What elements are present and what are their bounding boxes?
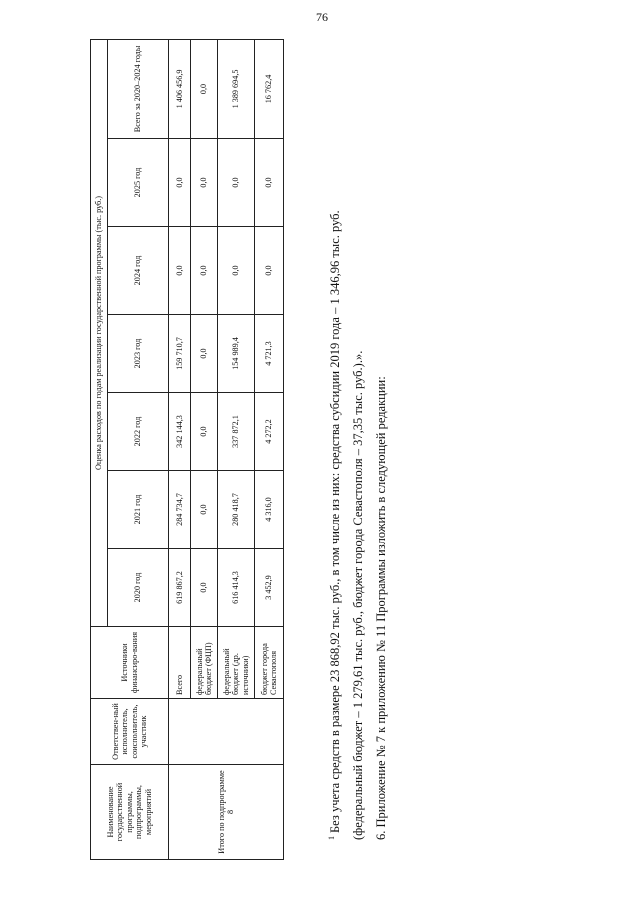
cell: 280 418,7 bbox=[218, 471, 255, 549]
cell: 0,0 bbox=[255, 139, 284, 227]
footnote-block bbox=[320, 70, 393, 840]
row-source: бюджет города Севастополя bbox=[255, 627, 284, 699]
cell: 0,0 bbox=[191, 393, 218, 471]
cell: 1 389 694,5 bbox=[218, 39, 255, 138]
header-year-2023: 2023 год bbox=[108, 315, 169, 393]
header-responsible: Ответствен-ный исполнитель, соисполнитель, участник bbox=[91, 699, 169, 765]
cell: 0,0 bbox=[191, 139, 218, 227]
cell: 0,0 bbox=[169, 139, 191, 227]
row-source: федеральный бюджет (др. источники) bbox=[218, 627, 255, 699]
footnote-line-2: (федеральный бюджет – 1 279,61 тыс. руб., бюджет города Севастополя – 37,35 тыс. руб.).». bbox=[351, 350, 366, 840]
footnote-mark: 1 bbox=[327, 836, 336, 840]
header-estimate: Оценка расходов по годам реализации государственной программы (тыс. руб.) bbox=[91, 39, 108, 626]
cell: 284 734,7 bbox=[169, 471, 191, 549]
header-year-2020: 2020 год bbox=[108, 549, 169, 627]
cell: 0,0 bbox=[191, 471, 218, 549]
cell: 159 710,7 bbox=[169, 315, 191, 393]
cell: 3 452,9 bbox=[255, 549, 284, 627]
footnote-text-1: Без учета средств в размере 23 868,92 тыс. руб., в том числе из них: средства субсидии 2019 года – 1 346,96 тыс. руб. bbox=[328, 210, 343, 833]
cell: 4 316,0 bbox=[255, 471, 284, 549]
cell: 1 406 456,9 bbox=[169, 39, 191, 138]
header-year-2025: 2025 год bbox=[108, 139, 169, 227]
row-label: Итого по подпрограмме 8 bbox=[169, 765, 284, 860]
table-header-row-1 bbox=[91, 39, 108, 859]
cell: 342 144,3 bbox=[169, 393, 191, 471]
header-year-2021: 2021 год bbox=[108, 471, 169, 549]
cell: 616 414,3 bbox=[218, 549, 255, 627]
row-responsible bbox=[169, 699, 284, 765]
header-name: Наименование государственной программы, подпрограммы, мероприятий bbox=[91, 765, 169, 860]
cell: 0,0 bbox=[191, 315, 218, 393]
header-total: Всего за 2020–2024 годы bbox=[108, 39, 169, 138]
page-number: 76 bbox=[316, 10, 328, 24]
rotated-content bbox=[90, 45, 640, 860]
cell: 0,0 bbox=[255, 227, 284, 315]
cell: 154 989,4 bbox=[218, 315, 255, 393]
header-sources: Источники финансиро-вания bbox=[91, 627, 169, 699]
cell: 619 867,2 bbox=[169, 549, 191, 627]
budget-table bbox=[90, 39, 284, 860]
header-year-2022: 2022 год bbox=[108, 393, 169, 471]
cell: 0,0 bbox=[191, 549, 218, 627]
section-instruction: 6. Приложение № 7 к приложению № 11 Программы изложить в следующей редакции: bbox=[374, 376, 389, 840]
cell: 0,0 bbox=[169, 227, 191, 315]
cell: 4 272,2 bbox=[255, 393, 284, 471]
cell: 0,0 bbox=[218, 139, 255, 227]
row-source: федеральный бюджет (ФЦП) bbox=[191, 627, 218, 699]
row-source: Всего bbox=[169, 627, 191, 699]
cell: 0,0 bbox=[191, 39, 218, 138]
footnote-line-1 bbox=[320, 70, 347, 840]
cell: 337 872,1 bbox=[218, 393, 255, 471]
cell: 0,0 bbox=[191, 227, 218, 315]
table-row bbox=[169, 39, 191, 859]
cell: 4 721,3 bbox=[255, 315, 284, 393]
cell: 0,0 bbox=[218, 227, 255, 315]
header-year-2024: 2024 год bbox=[108, 227, 169, 315]
cell: 16 762,4 bbox=[255, 39, 284, 138]
